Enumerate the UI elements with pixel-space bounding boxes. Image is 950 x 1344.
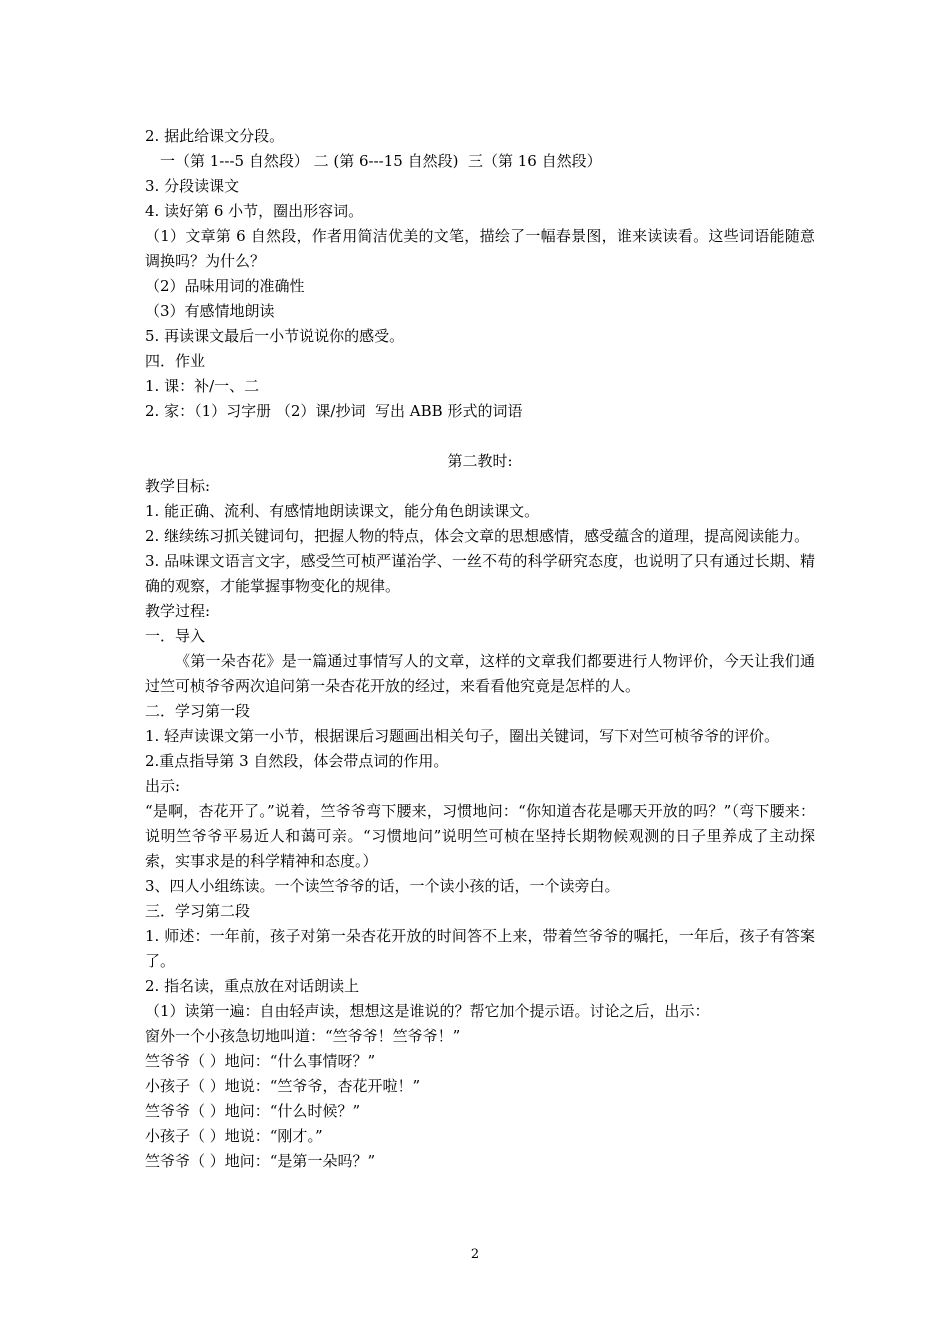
text-line: （3）有感情地朗读 — [145, 302, 275, 320]
text-line: 3、四人小组练读。一个读竺爷爷的话，一个读小孩的话，一个读旁白。 — [145, 877, 620, 895]
section-heading: 三．学习第二段 — [145, 902, 251, 920]
text-line: （2）品味用词的准确性 — [145, 277, 305, 295]
section-heading: 二．学习第一段 — [145, 702, 251, 720]
text-line: 5. 再读课文最后一小节说说你的感受。 — [145, 327, 405, 345]
dialogue-line: 小孩子（ ）地说：“刚才。” — [145, 1127, 323, 1145]
lesson-title: 第二教时: — [447, 452, 513, 470]
text-paragraph: 《第一朵杏花》是一篇通过事情写人的文章，这样的文章我们都要进行人物评价，今天让我们通过竺可桢爷爷两次追问第一朵杏花开放的经过，来看看他究竟是怎样的人。 — [145, 652, 815, 695]
text-line: 4. 读好第 6 小节，圈出形容词。 — [145, 202, 364, 220]
text-paragraph: 2. 继续练习抓关键词句，把握人物的特点，体会文章的思想感情，感受蕴含的道理，提高阅读能力。 — [145, 527, 810, 545]
text-paragraph: “是啊，杏花开了。”说着，竺爷爷弯下腰来，习惯地问：“你知道杏花是哪天开放的吗？”（弯下腰来：说明竺爷爷平易近人和蔼可亲。“习惯地问”说明竺可桢在坚持长期物候观测的日子里养成了主动探索，实事求是的科学精神和态度。） — [145, 802, 815, 870]
text-line: 2. 指名读，重点放在对话朗读上 — [145, 977, 360, 995]
text-paragraph: （1）文章第 6 自然段，作者用简洁优美的文笔，描绘了一幅春景图，谁来读读看。这些词语能随意调换吗？为什么？ — [145, 227, 815, 270]
dialogue-line: 竺爷爷（ ）地问：“什么时候？” — [145, 1102, 361, 1120]
section-heading: 教学过程: — [145, 602, 211, 620]
text-line: 1. 课：补/一、二 — [145, 377, 260, 395]
dialogue-line: 窗外一个小孩急切地叫道：“竺爷爷！竺爷爷！” — [145, 1027, 461, 1045]
text-line: 出示: — [145, 777, 181, 795]
dialogue-line: 小孩子（ ）地说：“竺爷爷，杏花开啦！” — [145, 1077, 421, 1095]
text-line: 3. 分段读课文 — [145, 177, 240, 195]
blank-line — [145, 424, 815, 449]
page-number: 2 — [470, 1247, 480, 1262]
text-line: 2. 家：（1）习字册 （2）课/抄词 写出 ABB 形式的词语 — [145, 402, 523, 420]
text-line: 2. 据此给课文分段。 — [145, 127, 285, 145]
dialogue-line: 竺爷爷（ ）地问：“什么事情呀？” — [145, 1052, 376, 1070]
section-heading: 教学目标: — [145, 477, 211, 495]
text-line: 一（第 1---5 自然段） 二 (第 6---15 自然段) 三（第 16 自然段） — [160, 152, 602, 170]
section-heading: 一．导入 — [145, 627, 206, 645]
text-line: 1. 能正确、流利、有感情地朗读课文，能分角色朗读课文。 — [145, 502, 540, 520]
document-body — [145, 124, 815, 1174]
text-line: 2.重点指导第 3 自然段，体会带点词的作用。 — [145, 752, 449, 770]
text-paragraph: 3. 品味课文语言文字，感受竺可桢严谨治学、一丝不苟的科学研究态度，也说明了只有通过长期、精确的观察，才能掌握事物变化的规律。 — [145, 552, 815, 595]
text-line: （1）读第一遍：自由轻声读，想想这是谁说的？帮它加个提示语。讨论之后，出示： — [145, 1002, 710, 1020]
dialogue-line: 竺爷爷（ ）地问：“是第一朵吗？” — [145, 1152, 376, 1170]
text-paragraph: 1. 轻声读课文第一小节，根据课后习题画出相关句子，圈出关键词，写下对竺可桢爷爷的评价。 — [145, 727, 780, 745]
section-heading: 四．作业 — [145, 352, 206, 370]
text-paragraph: 1. 师述：一年前，孩子对第一朵杏花开放的时间答不上来，带着竺爷爷的嘱托，一年后，孩子有答案了。 — [145, 927, 815, 970]
